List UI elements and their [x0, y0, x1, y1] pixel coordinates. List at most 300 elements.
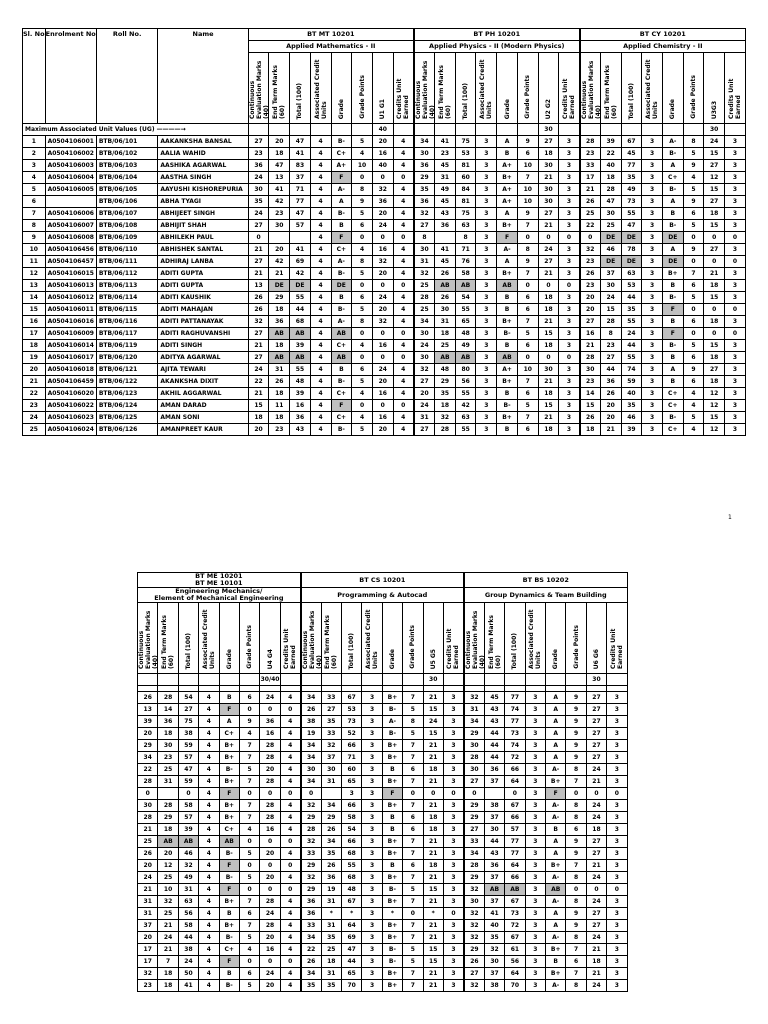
max-unit-value: [158, 674, 178, 686]
table-cell: B+: [545, 968, 565, 980]
table-cell: AB: [178, 836, 198, 848]
table-cell: 29: [414, 172, 435, 184]
table-cell: 25: [23, 424, 46, 436]
table-cell: B: [382, 812, 402, 824]
table-cell: 4: [310, 340, 331, 352]
table-cell: ADITI SINGH: [158, 340, 248, 352]
table-cell: 4: [310, 244, 331, 256]
table-cell: 0: [178, 788, 198, 800]
column-header: [455, 53, 476, 124]
table-cell: 3: [525, 812, 545, 824]
table-cell: 0: [239, 956, 259, 968]
table-cell: 4: [393, 160, 414, 172]
table-cell: 3: [642, 400, 663, 412]
table-cell: 3: [559, 220, 580, 232]
table-cell: A0504106016: [45, 316, 96, 328]
table-cell: 21: [248, 340, 269, 352]
table-cell: 0: [704, 232, 725, 244]
table-cell: 27: [464, 824, 484, 836]
table-cell: 16: [372, 388, 393, 400]
table-cell: 25: [158, 908, 178, 920]
table-cell: 7: [239, 896, 259, 908]
table-cell: 4: [393, 424, 414, 436]
table-row: [23, 352, 746, 364]
table-cell: 0: [372, 280, 393, 292]
table-row: [138, 764, 628, 776]
table-cell: 36: [372, 196, 393, 208]
table-cell: 3: [476, 184, 497, 196]
table-cell: 3: [476, 388, 497, 400]
table-cell: 18: [269, 304, 290, 316]
table-cell: 5: [403, 956, 423, 968]
table-cell: 29: [301, 812, 321, 824]
table-cell: 27: [248, 220, 269, 232]
table-cell: 12: [704, 424, 725, 436]
subject-code: BT CY 10201: [580, 29, 746, 41]
table-cell: 4: [199, 980, 219, 992]
table-cell: 4: [310, 400, 331, 412]
table-cell: A: [662, 196, 683, 208]
table-cell: 18: [23, 340, 46, 352]
table-cell: 41: [435, 244, 456, 256]
table-cell: 3: [607, 740, 627, 752]
table-cell: 4: [310, 376, 331, 388]
table-cell: 3: [362, 704, 382, 716]
column-header: [352, 53, 373, 124]
table-cell: 3: [341, 788, 361, 800]
table-cell: 3: [559, 160, 580, 172]
max-unit-value: [455, 124, 476, 136]
table-cell: 29: [464, 812, 484, 824]
table-cell: 76: [455, 256, 476, 268]
table-cell: 22: [580, 220, 601, 232]
table-cell: B+: [219, 800, 239, 812]
table-cell: 5: [403, 704, 423, 716]
table-cell: 35: [484, 932, 504, 944]
table-cell: 42: [290, 268, 311, 280]
table-cell: 30: [484, 824, 504, 836]
table-cell: 3: [476, 196, 497, 208]
table-cell: 28: [580, 136, 601, 148]
table-cell: 41: [269, 184, 290, 196]
column-header-text: End Term Marks (60): [603, 65, 618, 119]
table-cell: 18: [435, 400, 456, 412]
column-header: [414, 53, 435, 124]
max-unit-value: 30: [423, 674, 443, 686]
table-cell: DE: [662, 256, 683, 268]
table-cell: 8: [352, 316, 373, 328]
table-cell: B: [331, 292, 352, 304]
table-cell: 15: [423, 956, 443, 968]
table-cell: 0: [559, 352, 580, 364]
table-cell: 40: [621, 388, 642, 400]
table-cell: 3: [607, 692, 627, 704]
column-header-text: Associated Credit Units: [313, 59, 328, 119]
table-cell: 8: [566, 764, 586, 776]
table-cell: 28: [600, 316, 621, 328]
table-cell: 3: [559, 172, 580, 184]
table-cell: 6: [517, 304, 538, 316]
max-unit-value: [517, 124, 538, 136]
table-cell: B+: [382, 848, 402, 860]
table-cell: 3: [443, 776, 464, 788]
table-row: [23, 280, 746, 292]
table-cell: B: [382, 824, 402, 836]
table-cell: B+: [382, 968, 402, 980]
table-cell: 27: [586, 704, 606, 716]
table-cell: 3: [642, 328, 663, 340]
max-unit-value: [621, 124, 642, 136]
table-cell: *: [423, 908, 443, 920]
table-cell: 21: [423, 920, 443, 932]
table-cell: 55: [341, 860, 361, 872]
table-cell: 77: [505, 692, 525, 704]
table-cell: 4: [199, 728, 219, 740]
table-cell: 7: [517, 172, 538, 184]
table-cell: 32: [464, 920, 484, 932]
table-cell: 26: [321, 860, 341, 872]
table-cell: 3: [559, 340, 580, 352]
table-cell: 31: [321, 968, 341, 980]
table-cell: 3: [476, 328, 497, 340]
table-cell: 7: [517, 376, 538, 388]
table-cell: 21: [586, 968, 606, 980]
table-cell: BTB/06/122: [96, 376, 158, 388]
table-cell: 3: [642, 244, 663, 256]
column-header-text: Associated Credit Units: [365, 609, 380, 669]
table-cell: 7: [403, 740, 423, 752]
table-cell: 20: [269, 136, 290, 148]
table-cell: 28: [464, 860, 484, 872]
table-cell: ADITI KAUSHIK: [158, 292, 248, 304]
table-cell: 4: [199, 836, 219, 848]
table-cell: 15: [704, 412, 725, 424]
table-cell: 14: [158, 704, 178, 716]
table-cell: 23: [248, 148, 269, 160]
table-cell: 24: [414, 400, 435, 412]
table-cell: 24: [248, 364, 269, 376]
table-cell: 36: [301, 896, 321, 908]
table-cell: 24: [586, 932, 606, 944]
table-cell: ABHISHEK SANTAL: [158, 244, 248, 256]
table-cell: 60: [341, 764, 361, 776]
table-cell: 4: [280, 812, 300, 824]
table-cell: DE: [621, 232, 642, 244]
table-cell: 31: [321, 920, 341, 932]
table-cell: 4: [239, 824, 259, 836]
table-cell: 26: [138, 848, 158, 860]
table-cell: 0: [352, 172, 373, 184]
table-cell: B: [662, 280, 683, 292]
table-cell: 67: [505, 932, 525, 944]
table-cell: C+: [219, 728, 239, 740]
table-cell: 31: [464, 704, 484, 716]
table-cell: 18: [158, 728, 178, 740]
table-cell: 4: [199, 776, 219, 788]
table-cell: 28: [138, 812, 158, 824]
table-cell: 26: [248, 292, 269, 304]
table-cell: AB: [290, 328, 311, 340]
table-cell: 5: [403, 944, 423, 956]
max-unit-value: [219, 674, 239, 686]
column-header-text: Credits Unit Earned: [728, 78, 743, 119]
table-cell: 3: [476, 268, 497, 280]
table-cell: 0: [704, 304, 725, 316]
table-cell: 3: [642, 148, 663, 160]
table-cell: 28: [138, 776, 158, 788]
table-cell: 80: [455, 364, 476, 376]
column-header: [600, 53, 621, 124]
table-cell: B+: [382, 932, 402, 944]
table-cell: 18: [269, 388, 290, 400]
table-row: [138, 800, 628, 812]
table-cell: 65: [341, 776, 361, 788]
table-cell: 21: [423, 800, 443, 812]
table-cell: A-: [382, 716, 402, 728]
table-cell: 0: [260, 788, 280, 800]
table-cell: 35: [621, 172, 642, 184]
table-cell: 4: [683, 388, 704, 400]
table-cell: 18: [269, 412, 290, 424]
table-cell: 20: [372, 208, 393, 220]
table-cell: 3: [443, 752, 464, 764]
table-cell: 3: [362, 788, 382, 800]
table-cell: 4: [683, 172, 704, 184]
table-cell: 3: [476, 172, 497, 184]
table-cell: 7: [403, 752, 423, 764]
table-cell: 3: [642, 292, 663, 304]
table-cell: 75: [455, 208, 476, 220]
table-cell: 6: [517, 340, 538, 352]
table-cell: B: [219, 968, 239, 980]
table-cell: 37: [484, 896, 504, 908]
table-cell: 0: [372, 172, 393, 184]
table-cell: 3: [725, 136, 746, 148]
table-cell: 22: [138, 764, 158, 776]
table-cell: B+: [219, 752, 239, 764]
column-header: [642, 53, 663, 124]
table-cell: 2: [23, 148, 46, 160]
table-cell: 32: [301, 872, 321, 884]
table-row: [138, 908, 628, 920]
table-cell: 4: [310, 172, 331, 184]
table-cell: 45: [621, 148, 642, 160]
table-cell: 3: [443, 944, 464, 956]
table-cell: 7: [23, 208, 46, 220]
table-cell: 3: [642, 340, 663, 352]
table-cell: 44: [621, 292, 642, 304]
table-cell: 48: [455, 328, 476, 340]
table-cell: 25: [580, 208, 601, 220]
table-cell: 44: [178, 932, 198, 944]
table-cell: 8: [352, 256, 373, 268]
table-cell: 21: [538, 316, 559, 328]
table-cell: 32: [414, 364, 435, 376]
table-cell: 0: [352, 400, 373, 412]
table-cell: A-: [331, 256, 352, 268]
table-cell: 39: [621, 424, 642, 436]
table-cell: 49: [621, 184, 642, 196]
table-cell: 3: [362, 836, 382, 848]
table-cell: 26: [138, 692, 158, 704]
table-cell: F: [331, 400, 352, 412]
table-cell: 7: [517, 316, 538, 328]
table-cell: 7: [239, 812, 259, 824]
table-cell: 36: [301, 908, 321, 920]
table-cell: 4: [310, 220, 331, 232]
table-cell: 58: [178, 800, 198, 812]
table-cell: 18: [538, 292, 559, 304]
table-cell: 17: [23, 328, 46, 340]
table-cell: 0: [280, 788, 300, 800]
table-cell: 47: [269, 160, 290, 172]
table-cell: 68: [290, 316, 311, 328]
table-cell: 3: [642, 364, 663, 376]
table-cell: 68: [341, 848, 361, 860]
subject-name: Applied Physics - II (Modern Physics): [414, 41, 580, 53]
table-cell: A+: [497, 184, 518, 196]
table-cell: 4: [310, 316, 331, 328]
table-cell: 3: [476, 400, 497, 412]
table-cell: B+: [382, 872, 402, 884]
table-cell: 10: [517, 364, 538, 376]
table-cell: 71: [290, 184, 311, 196]
table-cell: 3: [443, 716, 464, 728]
table-cell: 0: [566, 884, 586, 896]
table-cell: 10: [23, 244, 46, 256]
table-cell: 26: [580, 412, 601, 424]
table-cell: 0: [683, 304, 704, 316]
table-cell: 3: [443, 836, 464, 848]
table-cell: 77: [290, 196, 311, 208]
table-cell: 3: [476, 340, 497, 352]
table-cell: 36: [435, 220, 456, 232]
column-header-text: End Term Marks (60): [161, 615, 176, 669]
table-cell: 31: [414, 412, 435, 424]
table-cell: 26: [321, 824, 341, 836]
table-cell: 6: [239, 692, 259, 704]
max-unit-value: [239, 674, 259, 686]
table-cell: 56: [178, 908, 198, 920]
table-cell: 32: [464, 980, 484, 992]
table-cell: 24: [414, 340, 435, 352]
table-cell: 4: [199, 872, 219, 884]
max-unit-value: [403, 674, 423, 686]
table-cell: 3: [559, 328, 580, 340]
table-cell: 55: [621, 316, 642, 328]
table-cell: 0: [352, 280, 373, 292]
table-cell: 3: [476, 280, 497, 292]
table-cell: 3: [525, 884, 545, 896]
table-cell: 20: [414, 388, 435, 400]
table-cell: 3: [525, 788, 545, 800]
table-cell: 0: [393, 280, 414, 292]
table-cell: 31: [435, 172, 456, 184]
table-cell: B-: [219, 764, 239, 776]
table-cell: 29: [321, 812, 341, 824]
table-cell: 7: [683, 268, 704, 280]
table-cell: 16: [372, 148, 393, 160]
column-header: [497, 53, 518, 124]
table-cell: 27: [580, 316, 601, 328]
table-cell: 7: [517, 412, 538, 424]
table-cell: A0504106007: [45, 220, 96, 232]
table-cell: 56: [455, 376, 476, 388]
table-cell: 21: [248, 244, 269, 256]
table-cell: 9: [566, 704, 586, 716]
table-cell: 5: [683, 340, 704, 352]
column-header-text: Continuous Evaluation Marks (40): [414, 60, 436, 119]
table-cell: 3: [525, 860, 545, 872]
table-cell: 15: [580, 400, 601, 412]
table-row: [138, 956, 628, 968]
table-cell: 74: [621, 364, 642, 376]
table-cell: B: [662, 376, 683, 388]
table-cell: 45: [435, 196, 456, 208]
table-cell: BTB/06/109: [96, 232, 158, 244]
table-cell: 77: [505, 848, 525, 860]
table-cell: 56: [505, 956, 525, 968]
table-cell: ABHILEKH PAUL: [158, 232, 248, 244]
table-cell: 16: [260, 944, 280, 956]
table-cell: 4: [199, 740, 219, 752]
table-cell: 21: [423, 932, 443, 944]
table-cell: 24: [158, 932, 178, 944]
table-cell: 64: [341, 920, 361, 932]
column-header-text: Total (100): [627, 82, 635, 119]
table-cell: A0504106456: [45, 244, 96, 256]
table-cell: 44: [341, 956, 361, 968]
table-cell: A0504106004: [45, 172, 96, 184]
table-cell: 32: [414, 268, 435, 280]
table-cell: 18: [423, 824, 443, 836]
table-cell: 24: [260, 968, 280, 980]
subject-code: BT PH 10201: [414, 29, 580, 41]
table-cell: 47: [290, 136, 311, 148]
table-cell: 4: [683, 424, 704, 436]
table-cell: BTB/06/115: [96, 304, 158, 316]
table-cell: 4: [683, 400, 704, 412]
table-cell: 30: [538, 160, 559, 172]
table-cell: 27: [248, 256, 269, 268]
column-header-text: Continuous Evaluation Marks (40): [464, 610, 486, 669]
column-header-text: Grade Points: [689, 75, 697, 119]
table-cell: 4: [393, 268, 414, 280]
table-cell: 43: [290, 424, 311, 436]
table-cell: 20: [580, 292, 601, 304]
table-cell: 66: [505, 872, 525, 884]
column-header: [580, 53, 601, 124]
table-cell: 21: [248, 388, 269, 400]
table-cell: A0504106005: [45, 184, 96, 196]
table-cell: BTB/06/103: [96, 160, 158, 172]
table-cell: 4: [280, 920, 300, 932]
table-cell: 60: [455, 172, 476, 184]
table-cell: 11: [23, 256, 46, 268]
table-cell: 64: [505, 860, 525, 872]
table-cell: 0: [260, 704, 280, 716]
table-cell: 6: [403, 812, 423, 824]
table-cell: 7: [403, 836, 423, 848]
table-cell: 15: [704, 184, 725, 196]
table-cell: 27: [704, 244, 725, 256]
table-cell: DE: [621, 256, 642, 268]
table-cell: A-: [545, 896, 565, 908]
table-cell: 6: [517, 424, 538, 436]
table-cell: AB: [331, 352, 352, 364]
table-cell: 29: [301, 860, 321, 872]
table-cell: B: [382, 860, 402, 872]
